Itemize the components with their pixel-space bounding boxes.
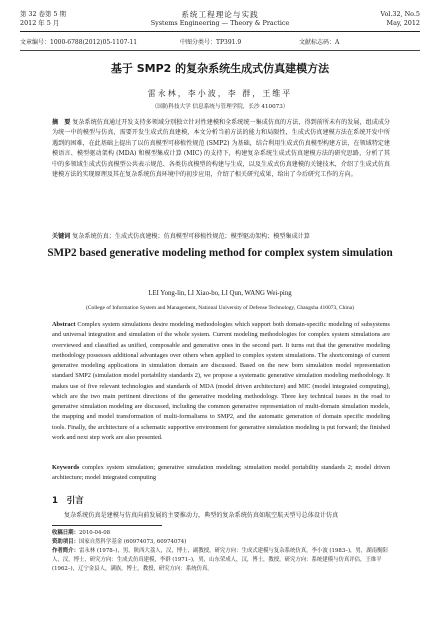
keywords-en-text: complex system simulation; generative simulation modeling; simulation model portability standards 2; model driven architecture; model integrated computing [52,464,391,482]
footnote-fund [52,538,390,547]
volume-issue-en: Vol.32, No.5 [380,10,420,18]
affiliation-cn: （国防科技大学 信息系统与管理学院，长沙 410073） [151,104,289,110]
keywords-cn-text: 复杂系统仿真；生成式仿真建模；仿真模型可移植性规范；模型驱动架构；模型集成计算 [72,233,310,240]
fund-label: 资助项目： [52,539,79,545]
header-center [20,10,420,28]
footnote-rule [52,525,162,526]
keywords-cn [52,232,390,242]
received-label: 收稿日期： [52,530,79,536]
header-rule [20,31,420,32]
author-bio-label: 作者简介： [52,548,79,554]
section-heading-intro: 1 引言 [52,496,84,506]
footnote-received [52,529,390,538]
clc-number: 中图分类号：TP391.9 [180,39,242,46]
abstract-en-text: Complex system simulations desire modeling methodologies which support both domain-specific modeling of subsystems and universal integration and simulation of the whole system. Current modeling methodologies for complex system simulations are overviewed and classified as unified, composable and generative ones in the second part. It turns out that the generative modeling methodology possesses additional advantages over others when applied to complex system simulations. The shortcomings of current generative modeling applications in simulation domain are discussed. Based on the new born simulation model representation standard SMP2 (simulation model portability standards 2), we propose a systematic generative simulation modeling methodology. It makes use of five relevant technologies and standards of MDA (model driven architecture) and MIC (model integrated computing), which are the two main pertinent directions of the generative modeling methodology. Three key technical issues in the road to generative simulation modeling are discussed, including the common generative representation of multi-domain simulation models, the mapping and model transformation of multi-formalisms to SMP2, and the automatic generation of domain specific modeling tools. Finally, the architecture of a schematic supportive environment for generative simulation modeling is put forward; the finished work and next step work are also presented. [52,321,390,441]
journal-name-en: Systems Engineering — Theory & Practice [150,19,290,27]
footnote [52,529,390,574]
date-en: May, 2012 [386,19,420,27]
keywords-en-label: Keywords [52,464,80,471]
meta-rule [20,50,420,51]
journal-name-cn: 系统工程理论与实践 [181,10,259,19]
authors-en: LEI Yong-lin, LI Xiao-bo, LI Qun, WANG Wei-ping [148,290,292,297]
author-bio-text: 雷永林 (1978–)，男，陕西大荔人，汉，博士，副教授，研究方向：生成式建模与复杂系统仿真，李小波 (1983–)，男，湖南衡阳人，汉，博士，研究方向：生成式仿真建模，李群 (1971–)，男，山东荣成人，汉，博士，教授，研究方向：系统建模与仿真评估，王维平 (1962–)，辽宁金县人，满族，博士，教授，研究方向：系统仿真。 [52,548,388,572]
title-en: SMP2 based generative modeling method for complex system simulation [47,247,393,259]
received-date: 2010-04-08 [78,530,111,536]
fund-text: 国家自然科学基金 (60974073, 60974074) [78,539,187,545]
article-number: 文章编号：1000-6788(2012)05-1107-11 [20,39,138,46]
intro-first-line: 复杂系统仿真是建模与仿真向前发展的主要推动力，典型的复杂系统仿真如航空航天型号总体设计仿真 [64,512,339,519]
authors-cn: 雷永林，李小波，李 群，王维平 [147,89,293,98]
header-right [380,10,420,28]
title-cn: 基于 SMP2 的复杂系统生成式仿真建模方法 [110,62,330,75]
date-cn: 2012 年 5 月 [20,19,60,27]
abstract-cn-text: 复杂系统仿真通过开发支持多领域分别独立针对性建模和全系统统一集成仿真的方法，得到前所未有的发展，组成成分为统一中的模型与仿真，需要开发生成式仿真建模，本文分析当前方法的能力和局限性，生成式仿真建模方法在系统开发中所遇到的困难，在此基础上提出了以仿真模型可移植性规范 (SMP2) 为基础，结合利用生成式仿真模型构建方法，在领域特定建模语言、模型驱动架构 (MDA) 和模型集成计算 (MIC) 的支持下，构建复杂系统生成式仿真建模方法的研究思路，分析了其中的多领域生成式仿真模型公共表示规范、各类仿真模型的构建与生成，以及生成式仿真建模的关键技术，介绍了生成式仿真建模方法的实现原理及其在复杂系统仿真环境中的初步应用，介绍了相关研究成果，给出了今后研究工作的方向。 [52,119,391,179]
affiliation-en: (College of Information System and Management, National University of Defense Technology, Changsha 410073, China) [86,305,354,311]
keywords-cn-label: 关键词 [52,233,71,240]
abstract-en [52,320,390,443]
footnote-authors [52,547,390,574]
keywords-en [52,463,390,484]
document-code: 文献标志码：A [299,39,340,46]
abstract-cn-label: 摘 要 [52,119,71,126]
volume-issue-cn: 第 32 卷第 5 期 [20,10,66,18]
abstract-en-label: Abstract [52,321,76,328]
abstract-cn [52,118,390,180]
